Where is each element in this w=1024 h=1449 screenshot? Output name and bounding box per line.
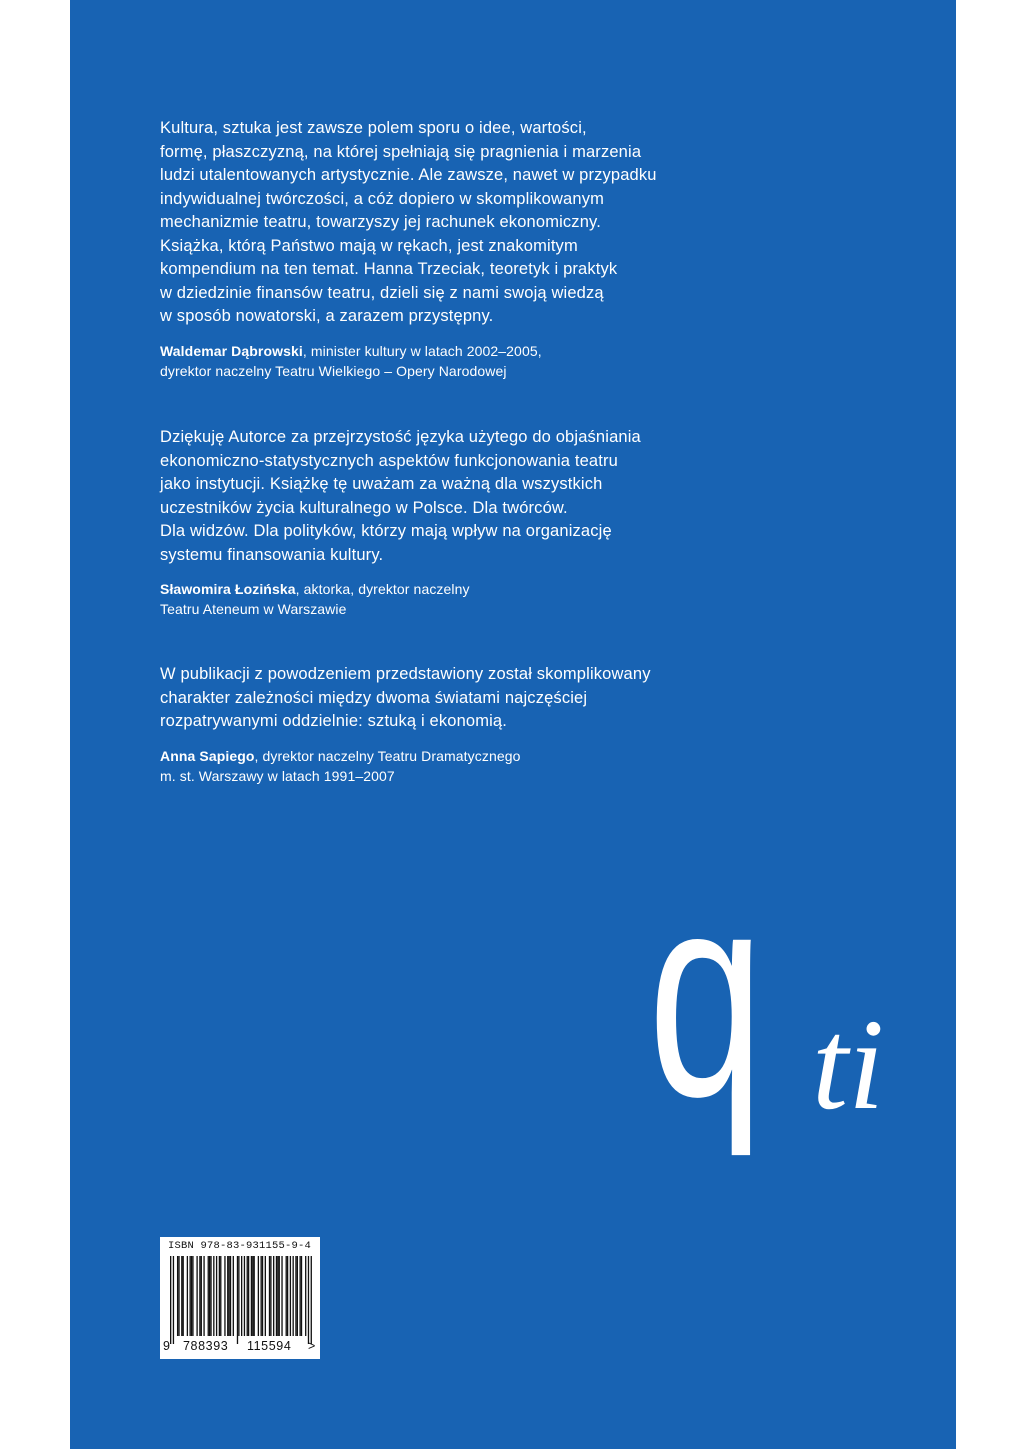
- barcode-bar: [201, 1256, 202, 1336]
- ean-right-digits: 115594: [247, 1339, 292, 1353]
- publisher-logo-ti: ti: [812, 993, 885, 1137]
- back-cover: [70, 0, 956, 1449]
- quote-text: Dziękuję Autorce za przejrzystość języka użytego do objaśniania ekonomiczno-statystycznych aspektów funkcjonowania teatru jako instytucji. Książkę tę uważam za ważną dla wszystkich uczestników życia kulturalnego w Polsce. Dla twórców. Dla widzów. Dla polityków, którzy mają wpływ na organizację systemu finansowania kultury.: [160, 428, 641, 564]
- quote-author-role: , aktorka, dyrektor naczelny Teatru Ateneum w Warszawie: [160, 581, 470, 617]
- quote-attribution: [160, 341, 760, 381]
- barcode-bar: [228, 1256, 229, 1336]
- quote-attribution: [160, 579, 760, 619]
- barcode-bar: [305, 1256, 306, 1336]
- barcode-bar: [279, 1256, 280, 1336]
- barcode-bar: [308, 1256, 309, 1344]
- barcode-bar: [258, 1256, 259, 1336]
- barcode-bar: [219, 1256, 220, 1336]
- isbn-barcode: [160, 1237, 320, 1359]
- barcode-bar: [183, 1256, 184, 1336]
- barcode-bar: [244, 1256, 245, 1336]
- quote-block-3: [160, 663, 760, 786]
- barcode-bar: [187, 1256, 188, 1336]
- barcode-bar: [295, 1256, 296, 1336]
- barcode-bar: [265, 1256, 266, 1336]
- barcode-bar: [287, 1256, 288, 1336]
- barcode-bar: [286, 1256, 287, 1336]
- barcode-bar: [293, 1256, 294, 1336]
- barcode-bar: [224, 1256, 225, 1336]
- barcode-bar: [189, 1256, 190, 1336]
- ean-digits: [160, 1339, 320, 1357]
- barcode-bar: [196, 1256, 197, 1336]
- quote-author-role: , minister kultury w latach 2002–2005, dyrektor naczelny Teatru Wielkiego – Opery Narodowej: [160, 342, 542, 379]
- barcode-bar: [209, 1256, 210, 1336]
- barcode-bar: [177, 1256, 178, 1336]
- barcode-bar: [237, 1256, 238, 1344]
- barcode-bar: [210, 1256, 211, 1336]
- barcode-bar: [203, 1256, 204, 1336]
- barcode-bar: [248, 1256, 249, 1336]
- publisher-logo-q: q: [648, 833, 765, 1157]
- barcode-bar: [220, 1256, 221, 1336]
- barcode-bar: [260, 1256, 261, 1336]
- ean-left-digits: 788393: [183, 1339, 229, 1353]
- barcode-bar: [299, 1256, 300, 1336]
- barcode-bar: [178, 1256, 179, 1336]
- barcode-bars-icon: [170, 1256, 312, 1344]
- barcode-bar: [269, 1256, 270, 1336]
- quote-text: Kultura, sztuka jest zawsze polem sporu o idee, wartości, formę, płaszczyzną, na której spełniają się pragnienia i marzenia ludzi utalentowanych artystycznie. Ale zawsze, nawet w przypadku indywidualnej twórczości, a cóż dopiero w skomplikowanym mechanizmie teatru, towarzyszy jej rachunek ekonomiczny. Książka, którą Państwo mają w rękach, jest znakomitym kompendium na ten temat. Hanna Trzeciak, teoretyk i praktyk w dziedzinie finansów teatru, dzieli się z nami swoją wiedzą w sposób nowatorski, a zarazem przystępny.: [160, 119, 657, 325]
- ean-first-digit: 9: [163, 1339, 170, 1353]
- barcode-bar: [216, 1256, 217, 1336]
- barcode-bar: [254, 1256, 255, 1336]
- barcode-bar: [208, 1256, 209, 1336]
- barcode-bar: [270, 1256, 271, 1336]
- barcode-bar: [252, 1256, 253, 1336]
- quote-block-2: [160, 426, 760, 619]
- quote-author-role: , dyrektor naczelny Teatru Dramatycznego m. st. Warszawy w latach 1991–2007: [160, 747, 521, 784]
- barcode-bar: [277, 1256, 278, 1336]
- barcode-bar: [262, 1256, 263, 1336]
- barcode-bar: [173, 1256, 174, 1344]
- barcode-bar: [276, 1256, 277, 1336]
- barcode-bar: [181, 1256, 182, 1336]
- isbn-label: ISBN 978-83-931155-9-4: [168, 1240, 312, 1252]
- barcode-bar: [311, 1256, 312, 1344]
- quote-author: Waldemar Dąbrowski: [160, 342, 303, 359]
- barcode-bar: [230, 1256, 231, 1336]
- barcode-bar: [227, 1256, 228, 1336]
- barcode-bar: [301, 1256, 302, 1336]
- quote-text: W publikacji z powodzeniem przedstawiony został skomplikowany charakter zależności między dwoma światami najczęściej rozpatrywanymi oddzielnie: sztuką i ekonomią.: [160, 665, 651, 730]
- quote-block-1: [160, 117, 760, 381]
- barcode-bar: [233, 1256, 234, 1336]
- barcode-bar: [247, 1256, 248, 1336]
- ean-arrow: >: [308, 1339, 316, 1353]
- barcode-bar: [170, 1256, 171, 1344]
- barcode-bar: [251, 1256, 252, 1336]
- barcode-bar: [192, 1256, 193, 1336]
- quote-author: Sławomira Łozińska: [160, 581, 296, 597]
- barcode-bar: [297, 1256, 298, 1336]
- quote-attribution: [160, 746, 760, 786]
- barcode-bar: [281, 1256, 282, 1336]
- quote-author: Anna Sapiego: [160, 747, 255, 764]
- barcode-bar: [199, 1256, 200, 1336]
- barcode-bar: [213, 1256, 214, 1336]
- barcode-bar: [290, 1256, 291, 1336]
- barcode-bar: [238, 1256, 239, 1336]
- barcode-bar: [241, 1256, 242, 1336]
- barcode-bar: [191, 1256, 192, 1336]
- barcode-bar: [273, 1256, 274, 1336]
